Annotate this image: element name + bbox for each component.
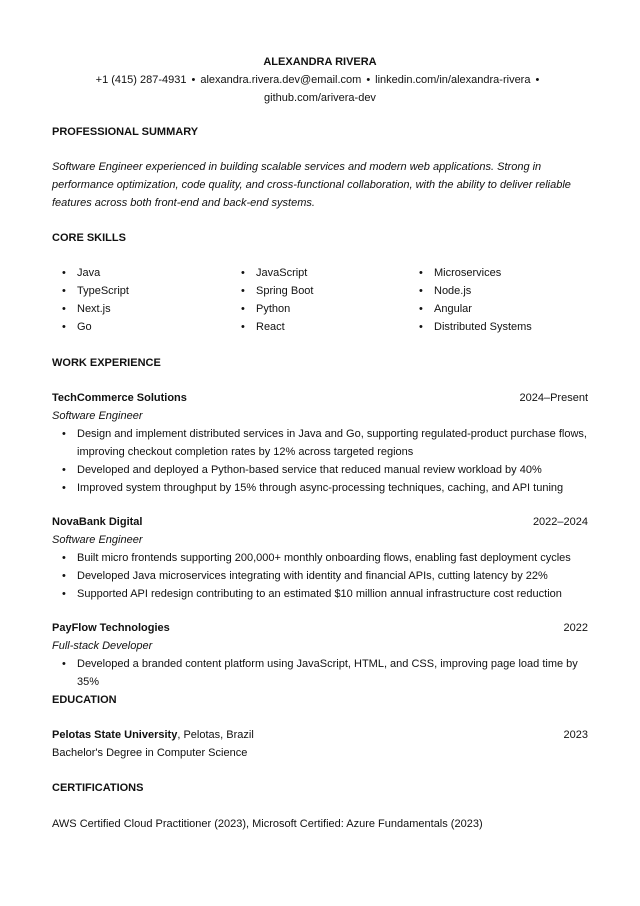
education-entry: [52, 726, 588, 762]
skill-item: • Distributed Systems: [409, 318, 579, 336]
skill-item: • Java: [52, 264, 222, 282]
certifications-text: AWS Certified Cloud Practitioner (2023), Microsoft Certified: Azure Fundamentals (2023): [52, 818, 483, 830]
contact-line: [52, 71, 588, 89]
job-bullet: • Improved system throughput by 15% through async-processing techniques, caching, and API tuning: [52, 479, 588, 497]
resume-header: [52, 53, 588, 107]
job-dates: 2022: [563, 622, 588, 634]
github-link[interactable]: github.com/arivera-dev: [264, 92, 376, 104]
skill-item: • Python: [231, 300, 401, 318]
skills-column: [231, 264, 401, 336]
job-dates: 2024–Present: [519, 392, 588, 404]
bullet-text: Design and implement distributed services in Java and Go, supporting regulated-product purchase flows,: [77, 428, 587, 440]
separator-dot: •: [191, 74, 196, 86]
separator-dot: •: [535, 74, 540, 86]
job-bullet: • Developed and deployed a Python-based service that reduced manual review workload by 40%: [52, 461, 588, 479]
skill-item: • Microservices: [409, 264, 579, 282]
school-name: Pelotas State University: [52, 729, 178, 741]
skill-item: • React: [231, 318, 401, 336]
skills-column: [52, 264, 222, 336]
phone-number: +1 (415) 287-4931: [95, 74, 187, 86]
experience-heading: WORK EXPERIENCE: [52, 357, 161, 369]
job-bullet: • Developed a branded content platform using JavaScript, HTML, and CSS, improving page load time by 35%: [52, 655, 588, 691]
job-bullets: [52, 549, 588, 603]
degree: Bachelor's Degree in Computer Science: [52, 747, 248, 759]
education-heading: EDUCATION: [52, 694, 117, 706]
skills-heading: CORE SKILLS: [52, 232, 126, 244]
job-bullets: [52, 425, 588, 497]
candidate-name: ALEXANDRA RIVERA: [263, 56, 377, 68]
skill-item: • Angular: [409, 300, 579, 318]
email-link[interactable]: alexandra.rivera.dev@email.com: [200, 74, 362, 86]
bullet-text: improving checkout completion rates by 12% across targeted regions: [77, 446, 414, 458]
skill-item: • Go: [52, 318, 222, 336]
skills-column: [409, 264, 579, 336]
company-name: TechCommerce Solutions: [52, 392, 187, 404]
separator-dot: •: [366, 74, 371, 86]
job-bullet: • Built micro frontends supporting 200,000+ monthly onboarding flows, enabling fast deployment cycles: [52, 549, 588, 567]
skill-item: • TypeScript: [52, 282, 222, 300]
skill-item: • JavaScript: [231, 264, 401, 282]
summary-line: Software Engineer experienced in building scalable services and modern web applications. Strong in: [52, 161, 542, 173]
job-dates: 2022–2024: [532, 516, 588, 528]
job-bullet: • Supported API redesign contributing to an estimated $10 million annual infrastructure cost reduction: [52, 585, 588, 603]
job-role: Software Engineer: [52, 410, 143, 422]
job-bullet: [52, 425, 588, 461]
summary-line: performance optimization, code quality, and cross-functional collaboration, with the ability to deliver reliable: [52, 179, 571, 191]
summary-line: features across both front-end and back-end systems.: [52, 197, 315, 209]
graduation-year: 2023: [563, 729, 588, 741]
job-role: Software Engineer: [52, 534, 143, 546]
linkedin-link[interactable]: linkedin.com/in/alexandra-rivera: [375, 74, 531, 86]
skill-item: • Spring Boot: [231, 282, 401, 300]
job-entry: [52, 513, 588, 603]
school-location: , Pelotas, Brazil: [177, 729, 254, 741]
summary-text: [52, 158, 588, 212]
job-role: Full-stack Developer: [52, 640, 153, 652]
skill-item: • Node.js: [409, 282, 579, 300]
skill-item: • Next.js: [52, 300, 222, 318]
job-bullets: [52, 655, 588, 691]
company-name: NovaBank Digital: [52, 516, 143, 528]
job-entry: [52, 389, 588, 497]
summary-heading: PROFESSIONAL SUMMARY: [52, 126, 199, 138]
company-name: PayFlow Technologies: [52, 622, 170, 634]
job-bullet: • Developed Java microservices integrating with identity and financial APIs, cutting latency by 22%: [52, 567, 588, 585]
job-entry: [52, 619, 588, 691]
certifications-heading: CERTIFICATIONS: [52, 782, 144, 794]
